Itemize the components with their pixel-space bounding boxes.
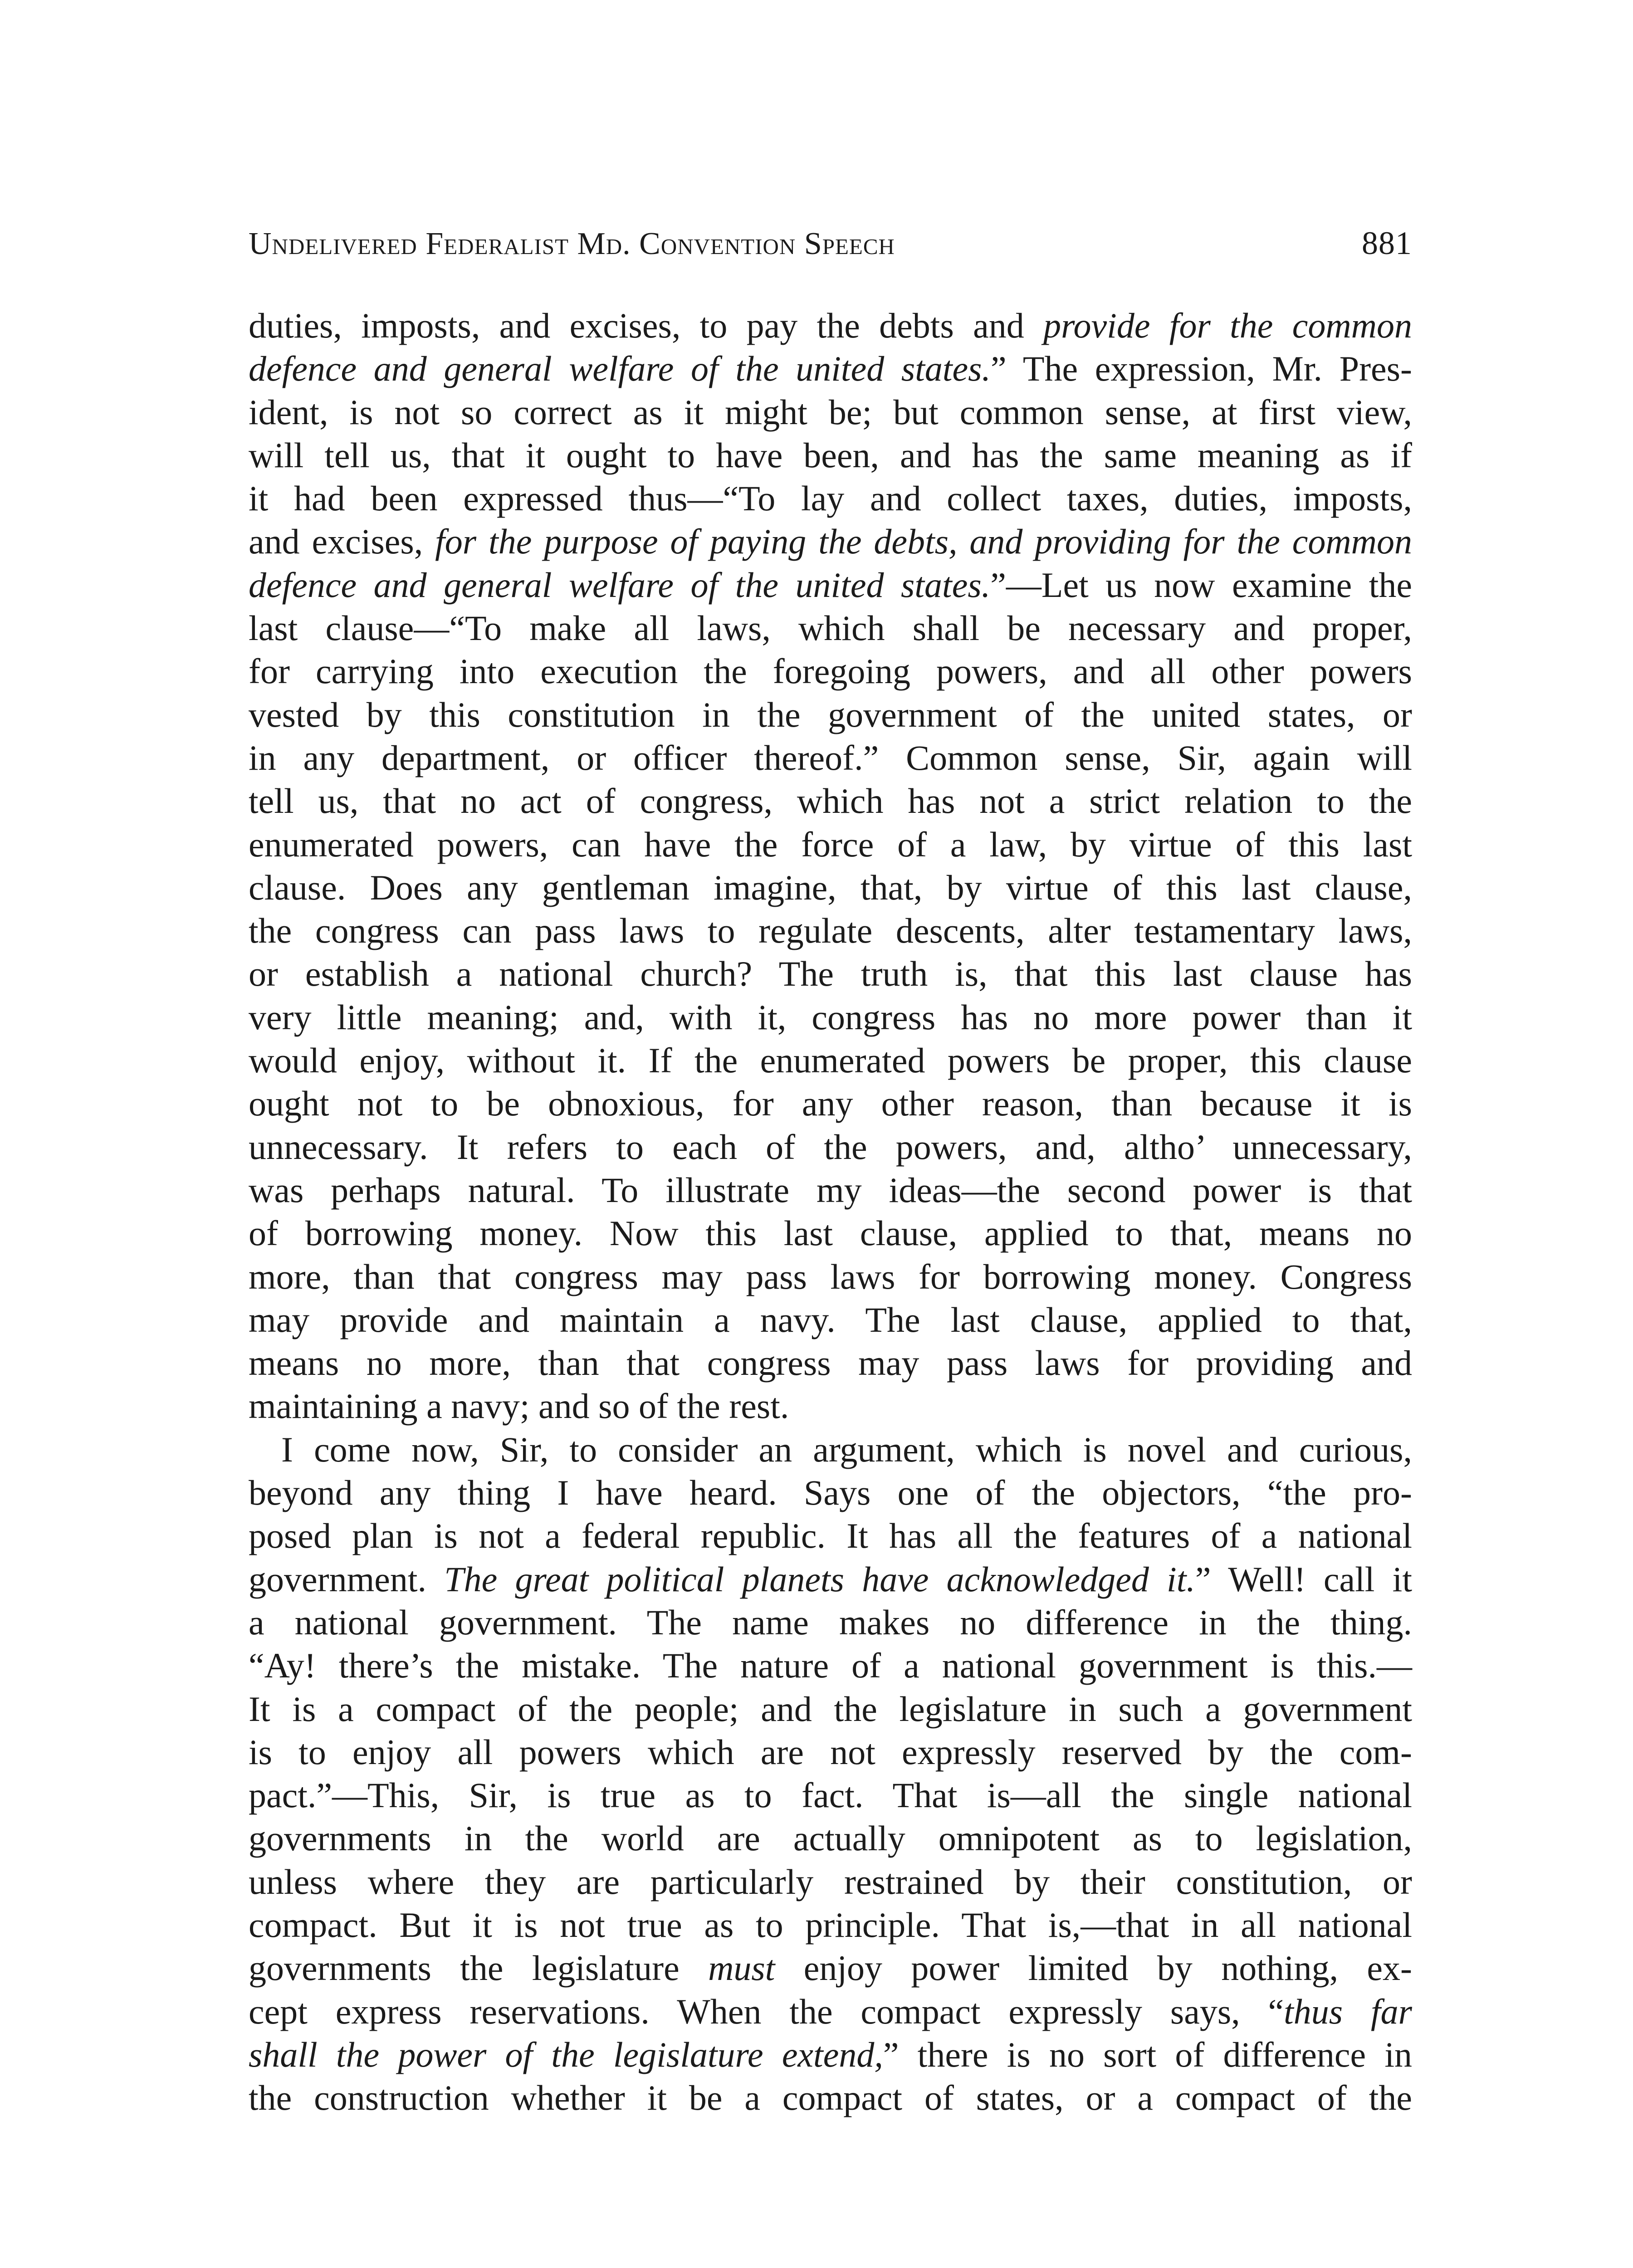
text-run: unless where they are particularly restrained by their constitution, or: [249, 1862, 1412, 1901]
text-line: [249, 520, 1412, 563]
text-run: duties, imposts, and excises, to pay the debts and: [249, 306, 1044, 345]
text-line: [249, 1514, 1412, 1557]
text-run: governments the legislature: [249, 1948, 709, 1988]
italic-text: defence and general welfare of the united states.: [249, 349, 991, 389]
text-line: [249, 1212, 1412, 1255]
text-line: [249, 823, 1412, 866]
running-title: Undelivered Federalist Md. Convention Speech: [249, 226, 895, 261]
text-run: the construction whether it be a compact of states, or a compact of the: [249, 2078, 1412, 2118]
text-line: [249, 1817, 1412, 1860]
text-run: was perhaps natural. To illustrate my ideas—the second power is that: [249, 1170, 1412, 1210]
text-run: ” The expression, Mr. Pres-: [991, 349, 1412, 389]
text-run: of borrowing money. Now this last clause, applied to that, means no: [249, 1213, 1412, 1253]
page-number: 881: [1362, 225, 1412, 261]
text-run: and excises,: [249, 522, 435, 562]
text-run: ” there is no sort of difference in: [883, 2034, 1412, 2074]
text-run: means no more, than that congress may pass laws for providing and: [249, 1343, 1412, 1383]
text-line: [249, 304, 1412, 347]
italic-text: shall the power of the legislature extend,: [249, 2034, 883, 2074]
text-line: [249, 909, 1412, 952]
text-run: a national government. The name makes no difference in the thing.: [249, 1602, 1412, 1642]
text-run: tell us, that no act of congress, which has not a strict relation to the: [249, 781, 1412, 821]
text-run: clause. Does any gentleman imagine, that, by virtue of this last clause,: [249, 867, 1412, 907]
italic-text: must: [708, 1948, 775, 1988]
text-run: may provide and maintain a navy. The last clause, applied to that,: [249, 1300, 1412, 1339]
text-line: [249, 1558, 1412, 1601]
text-line: [249, 1384, 1412, 1427]
text-run: in any department, or officer thereof.” Common sense, Sir, again will: [249, 738, 1412, 777]
running-head: [249, 225, 1412, 279]
text-line: [249, 1471, 1412, 1514]
text-line: [249, 736, 1412, 779]
text-run: beyond any thing I have heard. Says one of the objectors, “the pro-: [249, 1473, 1412, 1513]
text-line: [249, 1168, 1412, 1212]
text-line: [249, 391, 1412, 434]
text-run: governments in the world are actually omnipotent as to legislation,: [249, 1818, 1412, 1858]
text-run: vested by this constitution in the government of the united states, or: [249, 694, 1412, 734]
text-run: will tell us, that it ought to have been, and has the same meaning as if: [249, 435, 1412, 475]
text-run: unnecessary. It refers to each of the powers, and, altho’ unnecessary,: [249, 1127, 1412, 1167]
text-run: posed plan is not a federal republic. It has all the features of a national: [249, 1516, 1412, 1556]
italic-text: for the purpose of paying the debts, and providing for the common: [435, 522, 1412, 562]
text-line: [249, 1860, 1412, 1903]
italic-text: defence and general welfare of the united states.: [249, 565, 991, 605]
text-run: for carrying into execution the foregoing powers, and all other powers: [249, 651, 1412, 691]
italic-text: The great political planets have acknowledged it.: [444, 1559, 1195, 1599]
body-text: [249, 304, 1412, 2119]
text-line: [249, 1644, 1412, 1687]
italic-text: provide for the common: [1043, 306, 1413, 345]
text-line: [249, 1039, 1412, 1082]
text-run: It is a compact of the people; and the legislature in such a government: [249, 1689, 1412, 1729]
text-run: pact.”—This, Sir, is true as to fact. That is—all the single national: [249, 1775, 1412, 1815]
text-run: or establish a national church? The truth is, that this last clause has: [249, 954, 1412, 994]
text-run: maintaining a navy; and so of the rest.: [249, 1386, 789, 1426]
text-line: [249, 347, 1412, 390]
text-line: [249, 477, 1412, 520]
text-run: government.: [249, 1559, 445, 1599]
text-line: [249, 952, 1412, 995]
text-line: [249, 1255, 1412, 1298]
text-run: is to enjoy all powers which are not expressly reserved by the com-: [249, 1732, 1412, 1772]
text-run: ”—Let us now examine the: [990, 565, 1412, 605]
text-run: enumerated powers, can have the force of a law, by virtue of this last: [249, 824, 1412, 864]
text-line: [249, 996, 1412, 1039]
text-run: would enjoy, without it. If the enumerated powers be proper, this clause: [249, 1041, 1412, 1080]
text-line: [249, 1903, 1412, 1946]
text-run: last clause—“To make all laws, which shall be necessary and proper,: [249, 608, 1412, 648]
text-run: ident, is not so correct as it might be; but common sense, at first view,: [249, 392, 1412, 432]
text-line: [249, 2076, 1412, 2119]
text-line: [249, 1990, 1412, 2033]
text-run: cept express reservations. When the compact expressly says, “: [249, 1991, 1284, 2031]
italic-text: thus far: [1284, 1991, 1412, 2031]
text-run: ought not to be obnoxious, for any other reason, than because it is: [249, 1084, 1412, 1124]
text-line: [249, 1774, 1412, 1817]
text-line: [249, 1428, 1412, 1471]
text-run: very little meaning; and, with it, congress has no more power than it: [249, 997, 1412, 1037]
text-line: [249, 1082, 1412, 1125]
text-run: it had been expressed thus—“To lay and collect taxes, duties, imposts,: [249, 479, 1412, 518]
text-run: I come now, Sir, to consider an argument, which is novel and curious,: [281, 1429, 1412, 1469]
text-line: [249, 1687, 1412, 1730]
text-run: enjoy power limited by nothing, ex-: [775, 1948, 1412, 1988]
text-run: ” Well! call it: [1195, 1559, 1412, 1599]
text-line: [249, 779, 1412, 822]
text-line: [249, 1946, 1412, 1989]
text-line: [249, 1601, 1412, 1644]
text-line: [249, 434, 1412, 477]
text-line: [249, 693, 1412, 736]
text-line: [249, 1298, 1412, 1341]
text-run: the congress can pass laws to regulate descents, alter testamentary laws,: [249, 911, 1412, 951]
text-line: [249, 606, 1412, 650]
text-line: [249, 563, 1412, 606]
text-run: compact. But it is not true as to principle. That is,—that in all national: [249, 1905, 1412, 1945]
text-line: [249, 650, 1412, 693]
text-line: [249, 1730, 1412, 1774]
text-line: [249, 2033, 1412, 2076]
text-line: [249, 1341, 1412, 1384]
text-line: [249, 866, 1412, 909]
text-line: [249, 1125, 1412, 1168]
text-run: more, than that congress may pass laws for borrowing money. Congress: [249, 1256, 1412, 1296]
text-run: “Ay! there’s the mistake. The nature of a national government is this.—: [249, 1646, 1412, 1686]
